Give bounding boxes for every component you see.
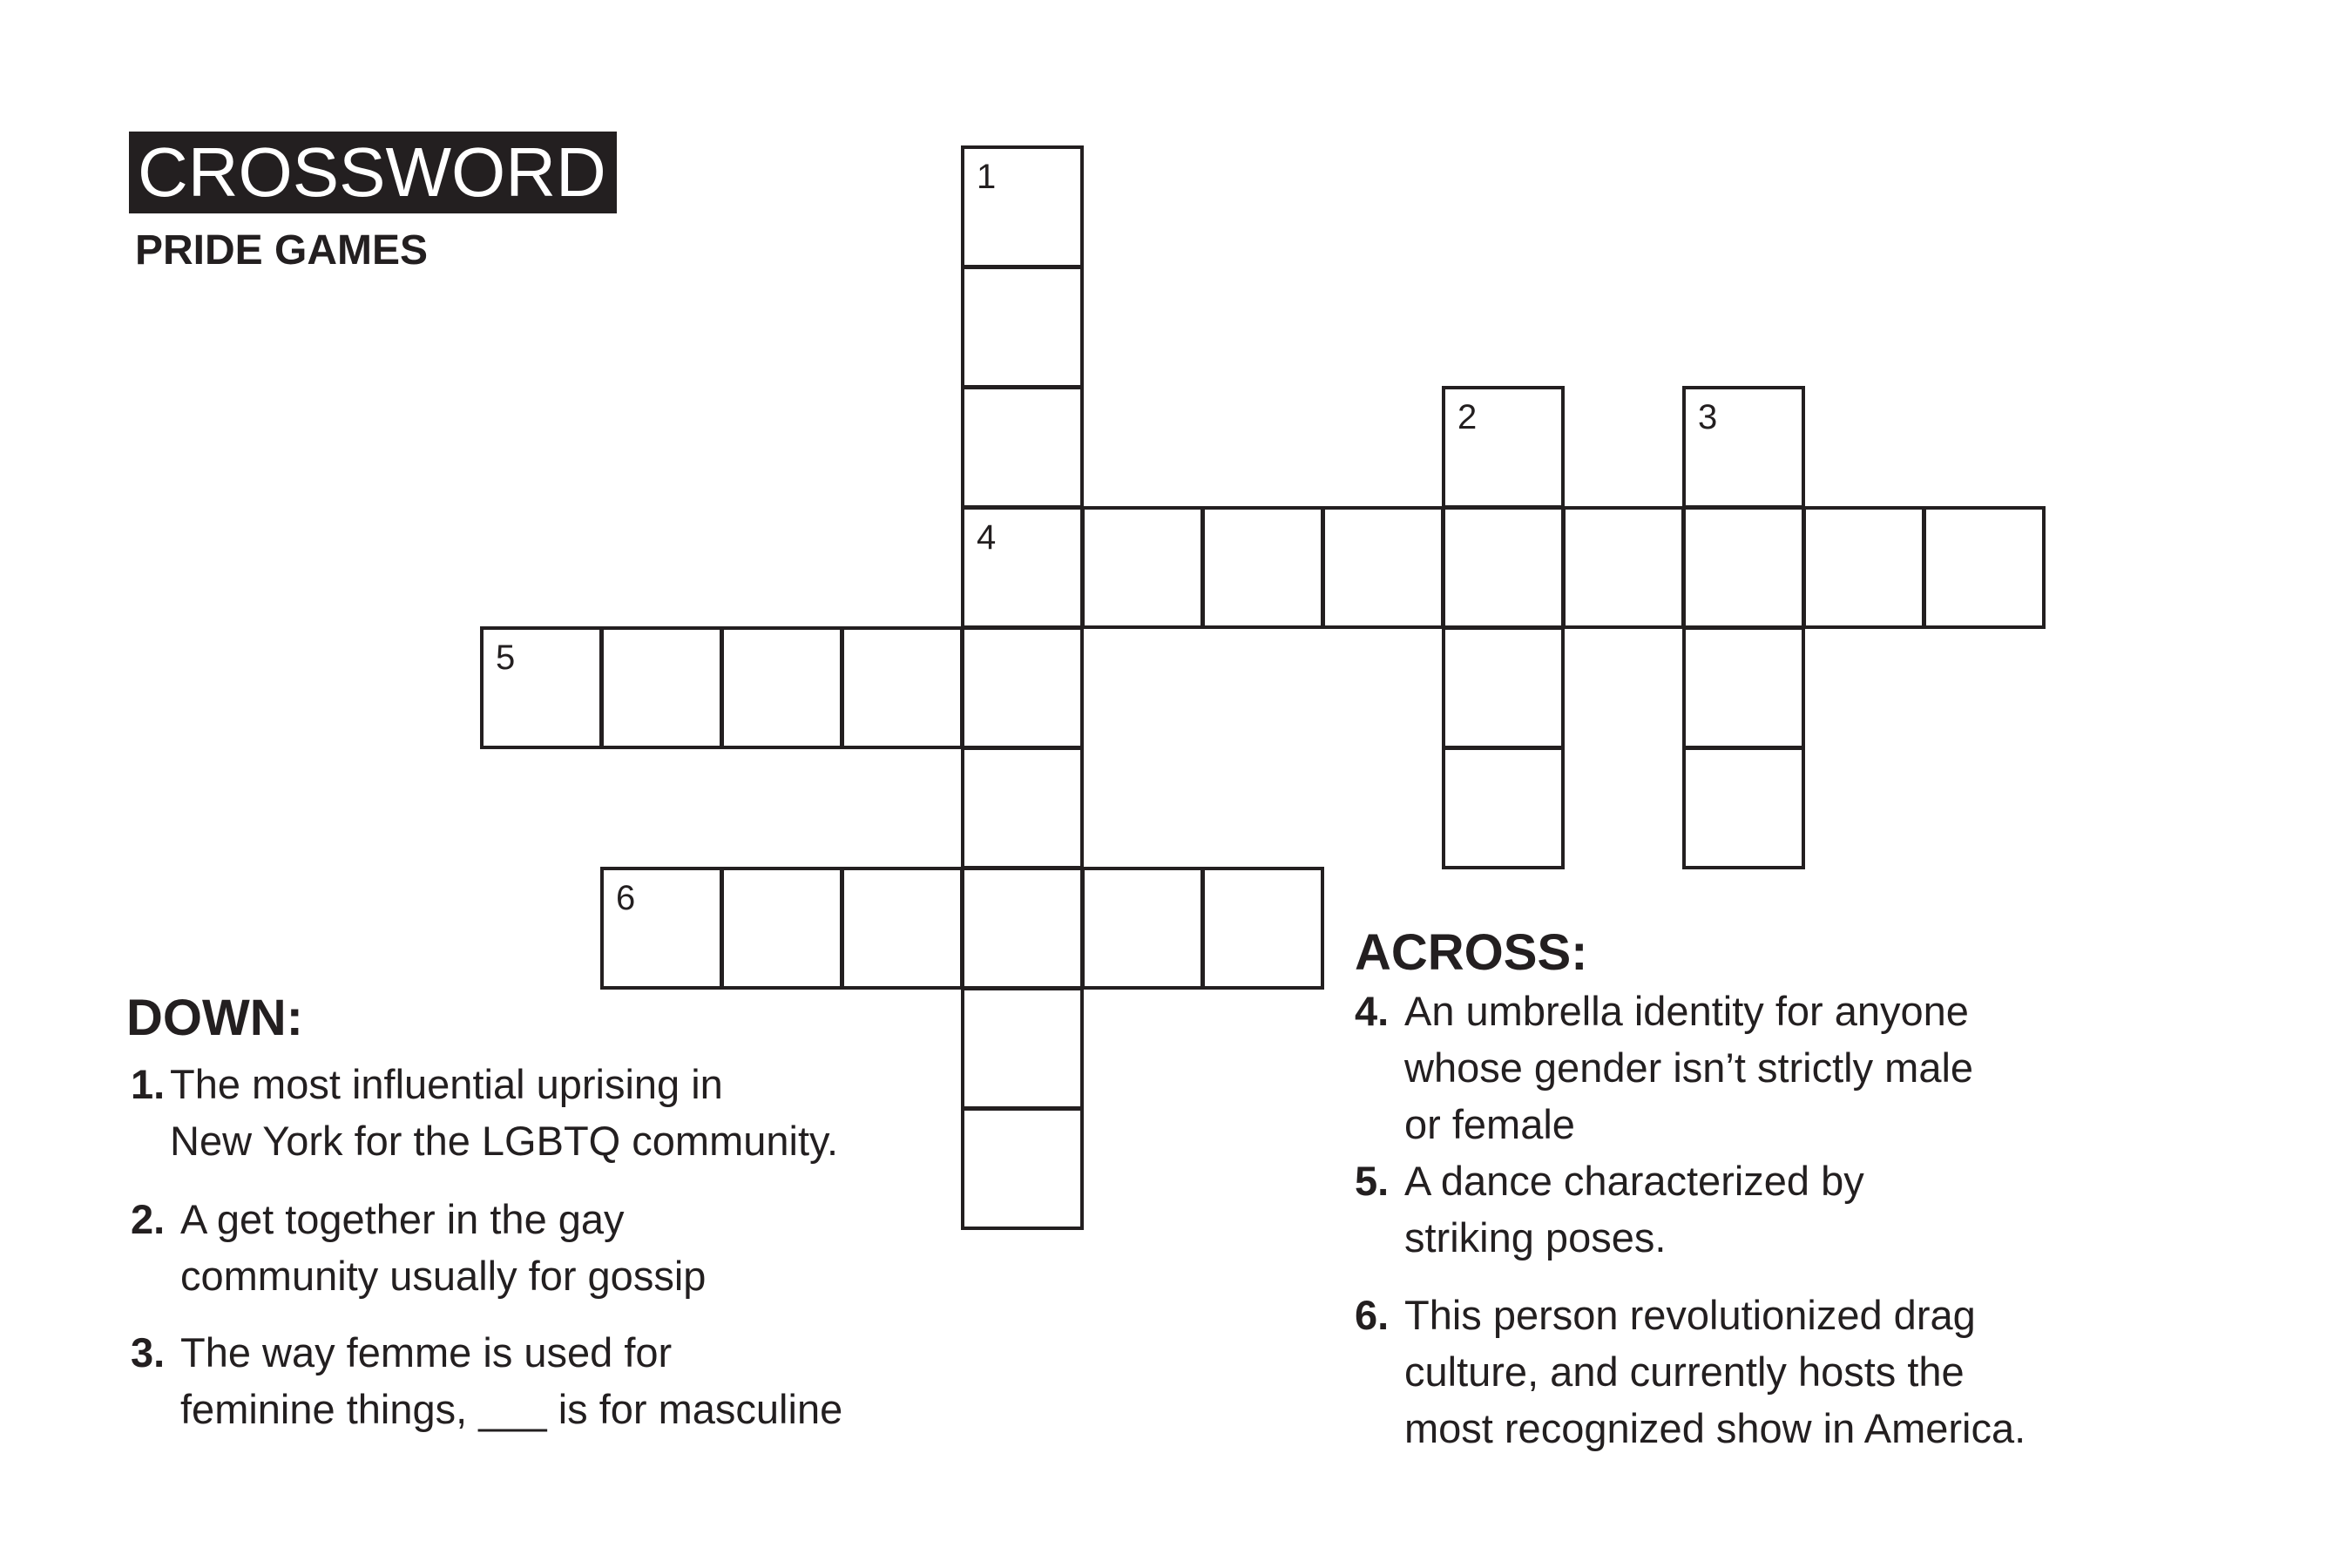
grid-cell[interactable] [720,626,843,749]
down-clue-3 [131,1324,842,1437]
clue-line: whose gender isn’t strictly male [1404,1044,1974,1091]
cell-number: 2 [1457,398,1478,436]
grid-cell[interactable] [1923,506,2046,629]
title-banner [129,132,617,213]
across-clue-4 [1355,983,1973,1152]
clue-line: most recognized show in America. [1404,1405,2026,1451]
clue-line: culture, and currently hosts the [1404,1348,1965,1395]
down-clue-1 [131,1056,838,1169]
grid-cell[interactable] [1442,506,1565,629]
grid-cell[interactable] [961,987,1084,1110]
down-heading: DOWN: [126,990,303,1046]
grid-cell[interactable] [1322,506,1444,629]
clue-line: An umbrella identity for anyone [1404,988,1969,1034]
grid-cell[interactable] [1682,506,1805,629]
clue-number: 2. [131,1196,166,1242]
clue-line: or female [1404,1101,1575,1147]
clue-number: 6. [1355,1292,1390,1338]
grid-cell[interactable] [961,747,1084,869]
grid-cell[interactable] [961,626,1084,749]
grid-cell[interactable] [1442,626,1565,749]
grid-cell[interactable] [1201,506,1324,629]
grid-cell[interactable] [961,266,1084,389]
clue-line: This person revolutionized drag [1404,1292,1976,1338]
grid-cell[interactable] [961,867,1084,990]
down-clue-2 [131,1191,706,1304]
clue-number: 3. [131,1329,166,1375]
clue-line: community usually for gossip [180,1253,707,1299]
grid-cell[interactable] [1201,867,1324,990]
cell-number: 1 [977,158,997,196]
cell-number: 6 [616,879,636,917]
grid-cell[interactable] [600,626,723,749]
grid-cell[interactable] [961,386,1084,509]
grid-cell[interactable] [961,1107,1084,1230]
grid-cell[interactable] [600,867,723,990]
clue-number: 4. [1355,988,1390,1034]
grid-cell[interactable] [841,626,964,749]
grid-cell[interactable] [1442,747,1565,869]
grid-cell[interactable] [1682,386,1805,509]
clue-line: A get together in the gay [180,1196,625,1242]
cell-number: 3 [1698,398,1718,436]
grid-cell[interactable] [961,145,1084,268]
across-clue-6 [1355,1287,2026,1456]
grid-cell[interactable] [1081,506,1204,629]
clue-number: 5. [1355,1158,1390,1204]
grid-cell[interactable] [841,867,964,990]
grid-cell[interactable] [1562,506,1685,629]
grid-cell[interactable] [720,867,843,990]
grid-cell[interactable] [1682,747,1805,869]
clue-line: The most influential uprising in [170,1061,723,1107]
cell-number: 5 [496,639,516,677]
grid-cell[interactable] [480,626,603,749]
page-subtitle: PRIDE GAMES [135,227,429,274]
grid-cell[interactable] [1802,506,1925,629]
cell-number: 4 [977,518,997,557]
clue-number: 1. [131,1061,166,1107]
grid-cell[interactable] [961,506,1084,629]
grid-cell[interactable] [1081,867,1204,990]
grid-cell[interactable] [1442,386,1565,509]
across-heading: ACROSS: [1355,924,1588,981]
clue-line: The way femme is used for [180,1329,673,1375]
page-title: CROSSWORD [138,133,606,211]
clue-line: striking poses. [1404,1214,1667,1260]
across-clue-5 [1355,1152,1864,1266]
clue-line: New York for the LGBTQ community. [170,1118,839,1164]
grid-cell[interactable] [1682,626,1805,749]
clue-line: feminine things, ___ is for masculine [180,1386,843,1432]
clue-line: A dance characterized by [1404,1158,1864,1204]
